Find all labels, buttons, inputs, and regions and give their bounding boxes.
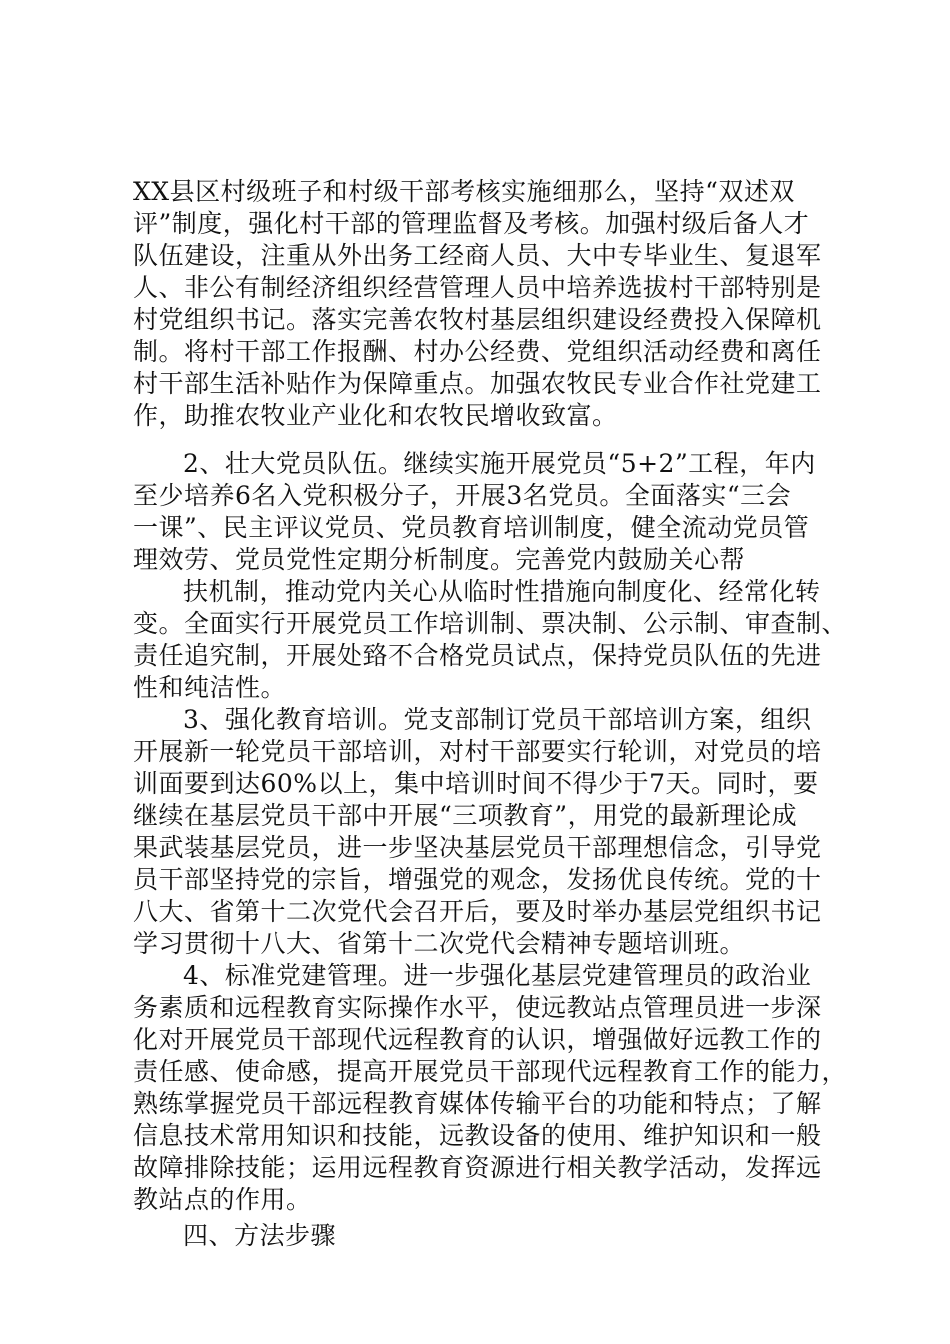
text-line: 队伍建设，注重从外出务工经商人员、大中专毕业生、复退军 [133, 241, 822, 270]
text-line: 4、标准党建管理。进一步强化基层党建管理员的政治业 [183, 961, 812, 990]
text-line: 化对开展党员干部现代远程教育的认识，增强做好远教工作的 [133, 1025, 822, 1054]
text-line: 责任感、使命感，提高开展党员干部现代远程教育工作的能力， [133, 1057, 848, 1086]
text-line: 训面要到达60%以上，集中培训时间不得少于7天。同时，要 [133, 769, 819, 798]
text-line: 继续在基层党员干部中开展“三项教育”，用党的最新理论成 [133, 801, 798, 830]
text-line: 理效劳、党员党性定期分析制度。完善党内鼓励关心帮 [133, 545, 746, 574]
text-line: XX县区村级班子和村级干部考核实施细那么，坚持“双述双 [133, 177, 795, 206]
text-line: 评”制度，强化村干部的管理监督及考核。加强村级后备人才 [133, 209, 810, 238]
text-line: 制。将村干部工作报酬、村办公经费、党组织活动经费和离任 [133, 337, 822, 366]
text-line: 3、强化教育培训。党支部制订党员干部培训方案，组织 [183, 705, 812, 734]
text-line: 信息技术常用知识和技能，远教设备的使用、维护知识和一般 [133, 1121, 822, 1150]
text-line: 果武装基层党员，进一步坚决基层党员干部理想信念，引导党 [133, 833, 822, 862]
text-line: 开展新一轮党员干部培训，对村干部要实行轮训，对党员的培 [133, 737, 822, 766]
text-line: 2、壮大党员队伍。继续实施开展党员“5+2”工程，年内 [183, 449, 816, 478]
text-line: 至少培养6名入党积极分子，开展3名党员。全面落实“三会 [133, 481, 792, 510]
text-line: 故障排除技能；运用远程教育资源进行相关教学活动，发挥远 [133, 1153, 822, 1182]
text-line: 性和纯洁性。 [133, 673, 287, 702]
text-line: 村干部生活补贴作为保障重点。加强农牧民专业合作社党建工 [133, 369, 822, 398]
text-line: 教站点的作用。 [133, 1185, 312, 1214]
text-line: 人、非公有制经济组织经营管理人员中培养选拔村干部特别是 [133, 273, 822, 302]
text-line: 扶机制，推动党内关心从临时性措施向制度化、经常化转 [183, 577, 821, 606]
text-line: 八大、省第十二次党代会召开后，要及时举办基层党组织书记 [133, 897, 822, 926]
text-line: 村党组织书记。落实完善农牧村基层组织建设经费投入保障机 [133, 305, 822, 334]
section-heading: 四、方法步骤 [183, 1221, 337, 1250]
text-line: 熟练掌握党员干部远程教育媒体传输平台的功能和特点；了解 [133, 1089, 822, 1118]
text-line: 务素质和远程教育实际操作水平，使远教站点管理员进一步深 [133, 993, 822, 1022]
text-line: 变。全面实行开展党员工作培训制、票决制、公示制、审查制、 [133, 609, 848, 638]
text-line: 员干部坚持党的宗旨，增强党的观念，发扬优良传统。党的十 [133, 865, 822, 894]
text-line: 学习贯彻十八大、省第十二次党代会精神专题培训班。 [133, 929, 746, 958]
text-line: 责任追究制，开展处臵不合格党员试点，保持党员队伍的先进 [133, 641, 822, 670]
text-line: 一课”、民主评议党员、党员教育培训制度，健全流动党员管 [133, 513, 810, 542]
text-line: 作，助推农牧业产业化和农牧民增收致富。 [133, 401, 618, 430]
